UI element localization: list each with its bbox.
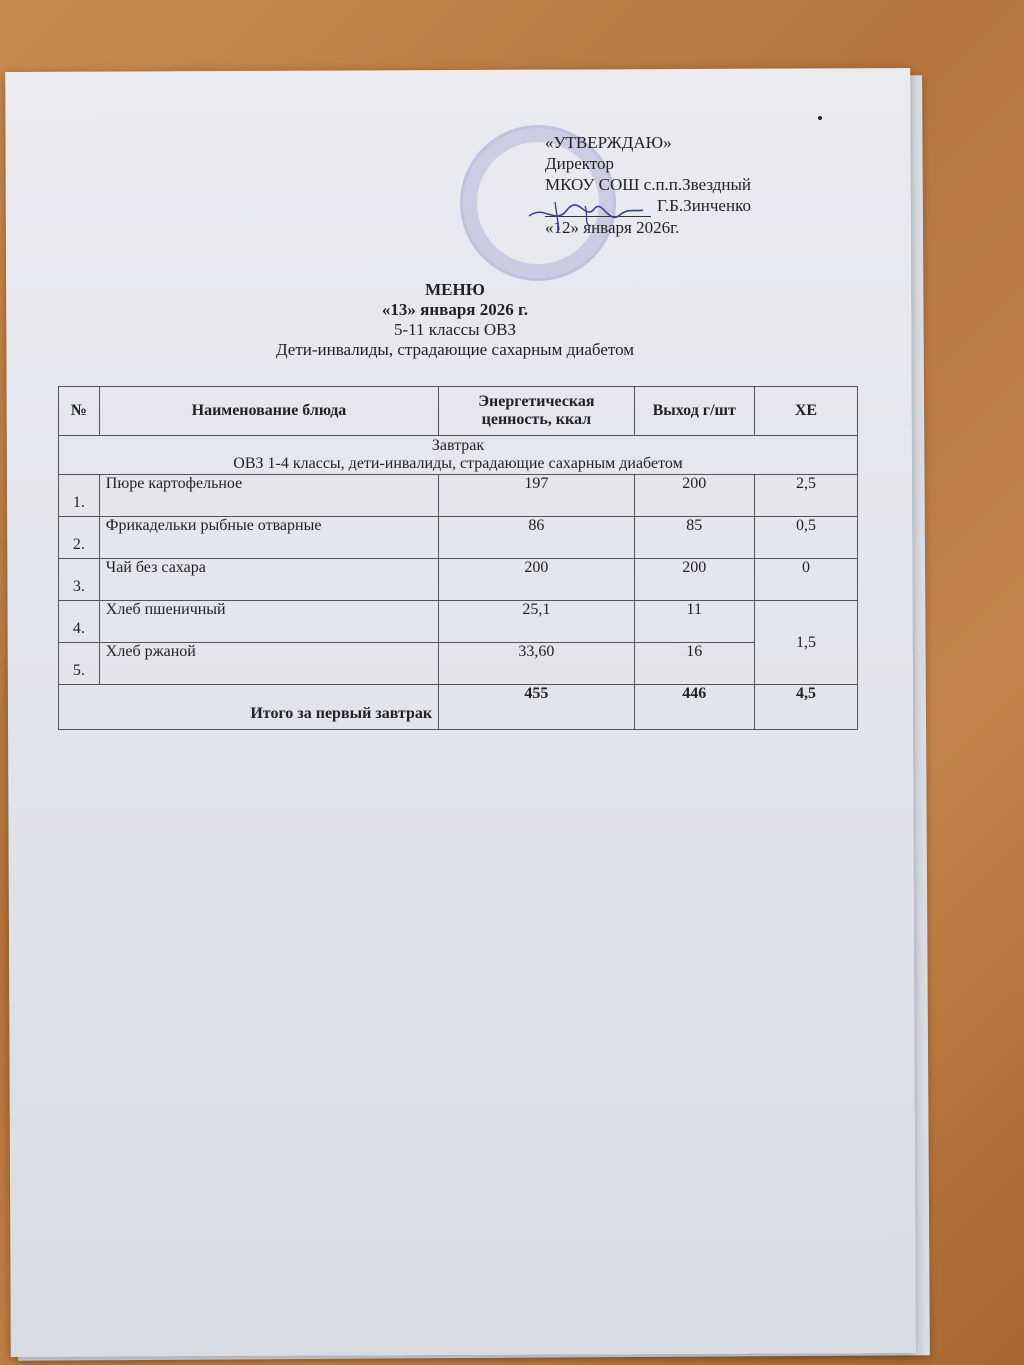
row-energy: 200 xyxy=(439,559,634,601)
col-header-xe: ХЕ xyxy=(754,387,857,436)
table-row xyxy=(59,475,858,517)
col-header-num: № xyxy=(59,387,100,436)
total-energy: 455 xyxy=(439,685,634,730)
approval-org: МКОУ СОШ с.п.п.Звездный xyxy=(545,175,752,194)
table-row xyxy=(59,517,858,559)
approval-position: Директор xyxy=(545,154,614,173)
row-xe: 0 xyxy=(754,559,857,601)
approval-title: «УТВЕРЖДАЮ» xyxy=(545,133,672,152)
row-output: 16 xyxy=(634,643,754,685)
approval-signer: Г.Б.Зинченко xyxy=(657,196,751,215)
row-name: Пюре картофельное xyxy=(99,475,438,517)
document-classes: 5-11 классы ОВЗ xyxy=(394,320,516,339)
row-xe: 0,5 xyxy=(754,517,857,559)
document-title: МЕНЮ xyxy=(425,280,485,299)
row-energy: 197 xyxy=(439,475,634,517)
document-date: «13» января 2026 г. xyxy=(381,300,529,319)
table-row xyxy=(59,601,858,643)
row-output: 11 xyxy=(634,601,754,643)
row-output: 200 xyxy=(634,559,754,601)
row-energy: 33,60 xyxy=(439,643,634,685)
row-num: 4. xyxy=(59,601,100,643)
section-title: Завтрак xyxy=(431,437,485,454)
row-energy: 25,1 xyxy=(439,601,634,643)
table-row xyxy=(59,559,858,601)
row-xe: 2,5 xyxy=(754,475,857,517)
document-header xyxy=(60,280,850,360)
row-num: 5. xyxy=(59,643,100,685)
row-name: Чай без сахара xyxy=(99,559,438,601)
table-row xyxy=(59,643,858,685)
handwritten-signature xyxy=(525,196,645,236)
ink-dot xyxy=(818,116,822,120)
row-name: Хлеб ржаной xyxy=(99,643,438,685)
col-header-energy: Энергетическая ценность, ккал xyxy=(439,387,634,436)
section-row xyxy=(59,436,858,475)
section-subtitle: ОВЗ 1-4 классы, дети-инвалиды, страдающие сахарным диабетом xyxy=(233,455,683,472)
row-output: 85 xyxy=(634,517,754,559)
total-label: Итого за первый завтрак xyxy=(59,685,439,730)
row-xe-merged: 1,5 xyxy=(754,601,857,685)
col-header-name: Наименование блюда xyxy=(99,387,438,436)
document-group: Дети-инвалиды, страдающие сахарным диабетом xyxy=(275,340,635,359)
row-num: 1. xyxy=(59,475,100,517)
menu-table xyxy=(58,386,858,730)
approval-date: «12» января 2026г. xyxy=(545,218,680,237)
row-num: 2. xyxy=(59,517,100,559)
total-output: 446 xyxy=(634,685,754,730)
row-num: 3. xyxy=(59,559,100,601)
row-name: Хлеб пшеничный xyxy=(99,601,438,643)
total-xe: 4,5 xyxy=(754,685,857,730)
row-name: Фрикадельки рыбные отварные xyxy=(99,517,438,559)
total-row xyxy=(59,685,858,730)
section-cell xyxy=(59,436,858,475)
row-energy: 86 xyxy=(439,517,634,559)
table-header-row xyxy=(59,387,858,436)
row-output: 200 xyxy=(634,475,754,517)
col-header-output: Выход г/шт xyxy=(634,387,754,436)
